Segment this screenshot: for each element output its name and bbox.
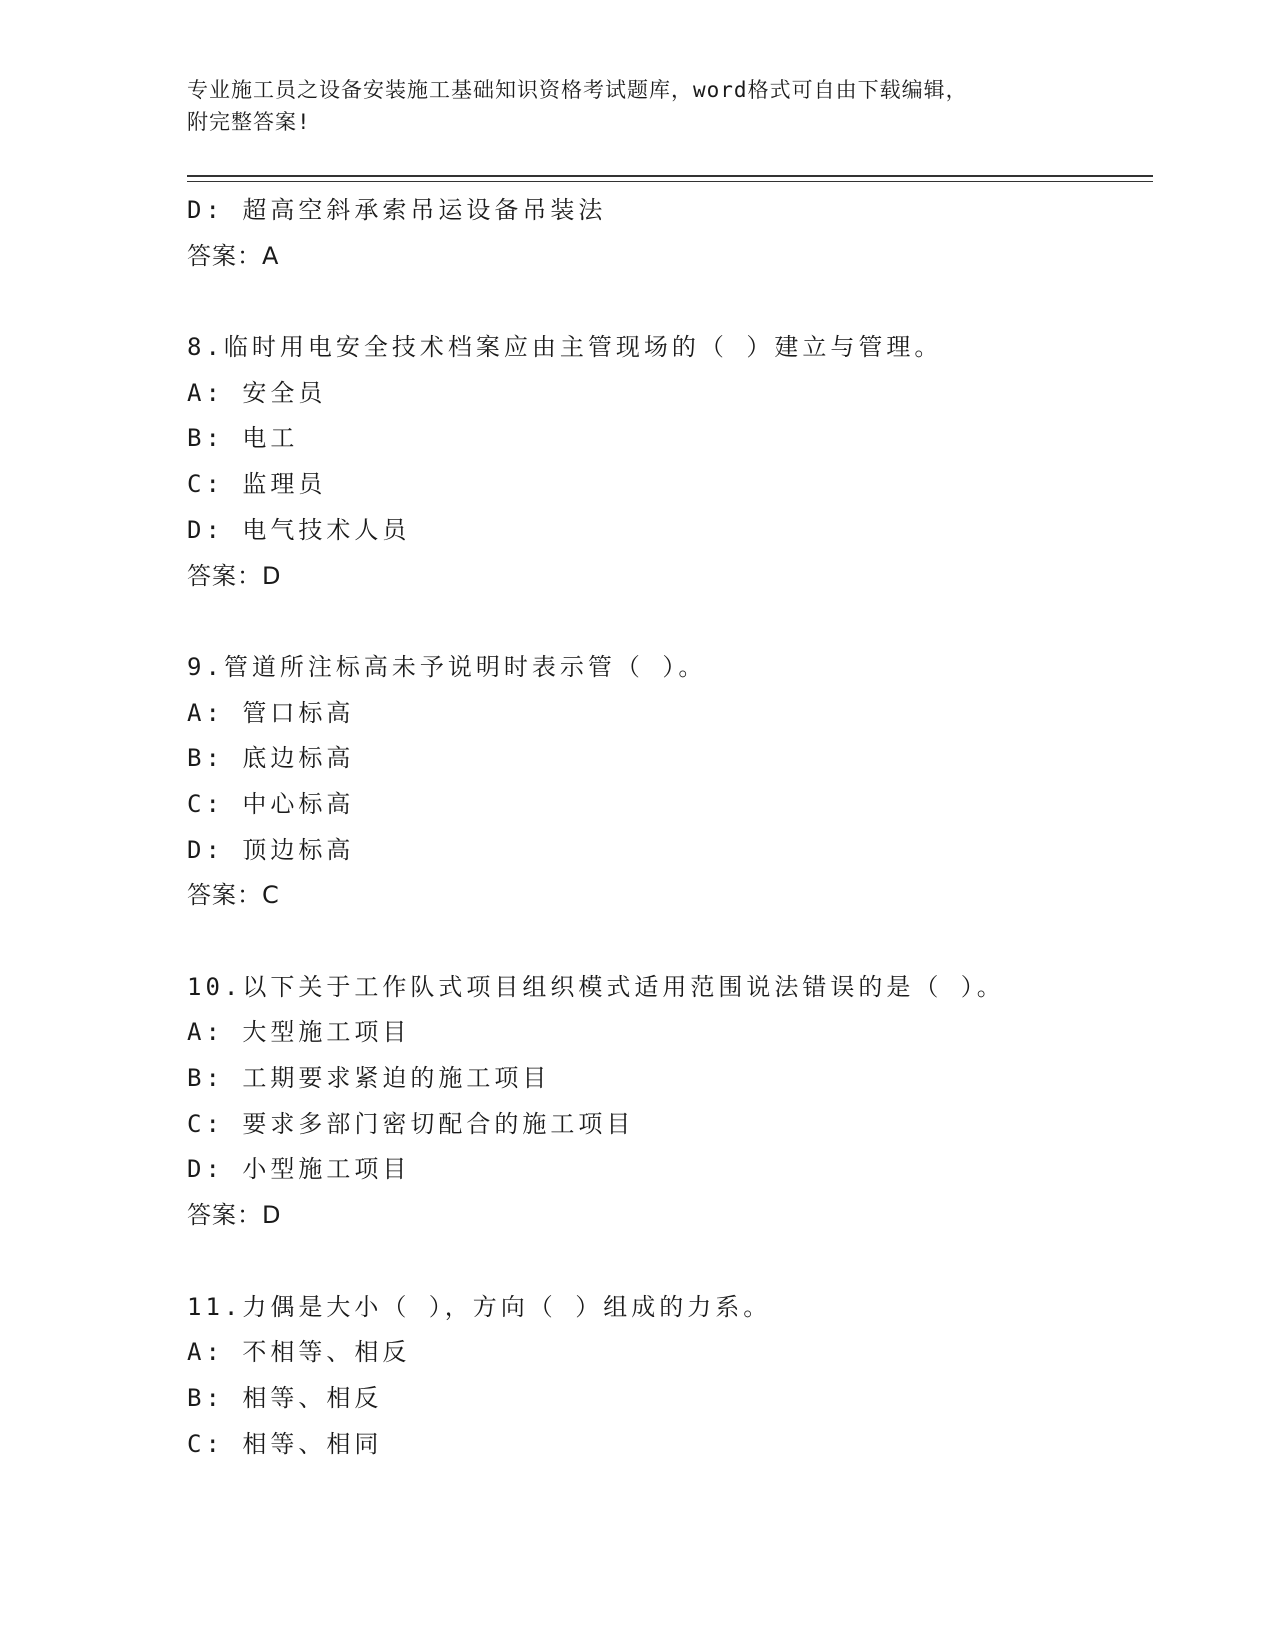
header-divider-thin <box>187 181 1153 182</box>
option-b: B: 底边标高 <box>187 744 355 773</box>
option-c: C: 要求多部门密切配合的施工项目 <box>187 1109 635 1138</box>
spacer <box>187 919 1153 965</box>
question-stem: 11.力偶是大小（ ），方向（ ）组成的力系。 <box>187 1292 772 1321</box>
question-list <box>187 188 1153 1467</box>
option-a: A: 大型施工项目 <box>187 1018 411 1047</box>
question-8 <box>187 325 1153 599</box>
document-header <box>187 74 1067 138</box>
question-11 <box>187 1285 1153 1468</box>
spacer <box>187 599 1153 645</box>
answer: 答案：D <box>187 561 282 590</box>
carryover-answer: 答案：A <box>187 241 280 270</box>
option-a: A: 管口标高 <box>187 698 355 727</box>
answer: 答案：C <box>187 881 280 910</box>
carryover-option-d: D: 超高空斜承索吊运设备吊装法 <box>187 196 607 224</box>
option-b: B: 相等、相反 <box>187 1383 383 1412</box>
question-stem: 9.管道所注标高未予说明时表示管（ ）。 <box>187 652 707 681</box>
question-9 <box>187 645 1153 919</box>
option-b: B: 工期要求紧迫的施工项目 <box>187 1064 551 1093</box>
option-d: D: 顶边标高 <box>187 835 355 864</box>
spacer <box>187 1239 1153 1285</box>
option-d: D: 小型施工项目 <box>187 1155 411 1184</box>
header-line-1: 专业施工员之设备安装施工基础知识资格考试题库，word格式可自由下载编辑， <box>187 78 968 102</box>
option-d: D: 电气技术人员 <box>187 515 411 544</box>
question-stem: 10.以下关于工作队式项目组织模式适用范围说法错误的是（ ）。 <box>187 972 1005 1001</box>
spacer <box>187 279 1153 325</box>
question-10 <box>187 965 1153 1239</box>
header-line-2: 附完整答案! <box>187 110 311 134</box>
option-c: C: 监理员 <box>187 470 327 499</box>
option-a: A: 安全员 <box>187 378 327 407</box>
option-b: B: 电工 <box>187 424 299 453</box>
option-c: C: 中心标高 <box>187 789 355 818</box>
question-stem: 8.临时用电安全技术档案应由主管现场的（ ）建立与管理。 <box>187 333 943 362</box>
answer: 答案：D <box>187 1201 282 1230</box>
header-divider-thick <box>187 175 1153 177</box>
option-c: C: 相等、相同 <box>187 1429 383 1458</box>
option-a: A: 不相等、相反 <box>187 1338 411 1367</box>
